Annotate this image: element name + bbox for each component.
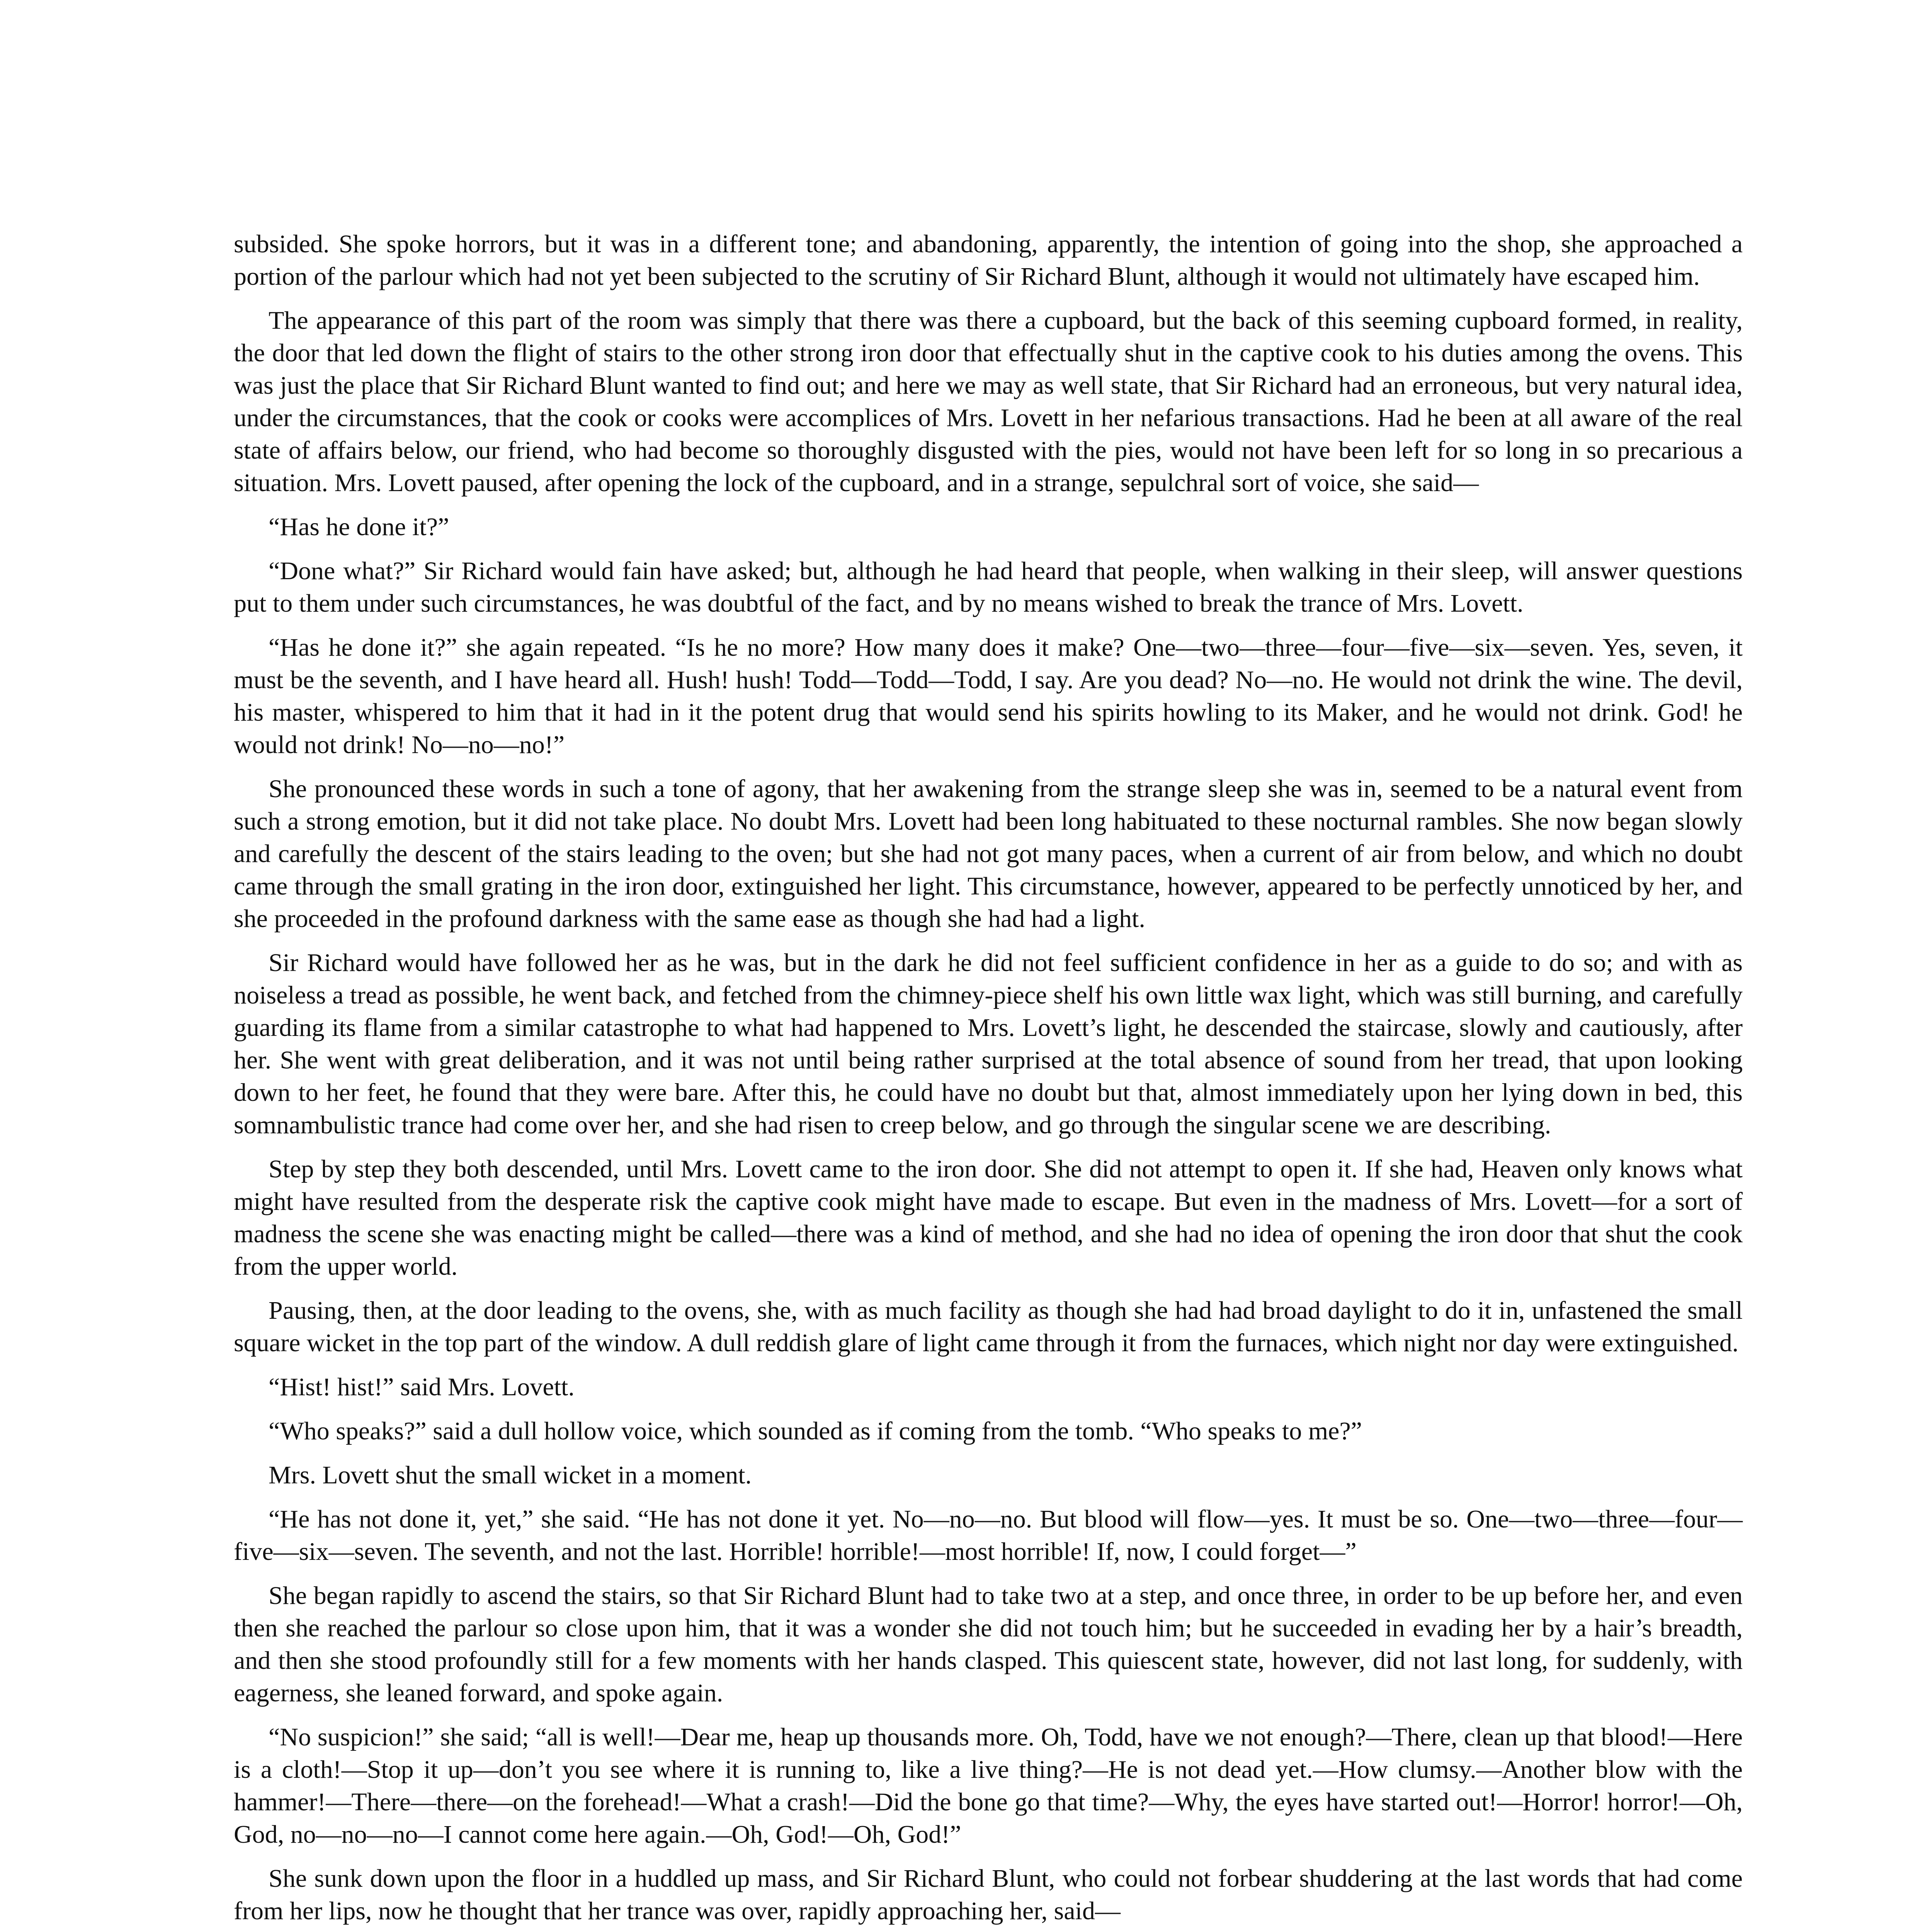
paragraph: She sunk down upon the floor in a huddled up mass, and Sir Richard Blunt, who could not forbear shuddering at the last words that had come from her lips, now he thought that her trance was over, rapidly approaching her, said— bbox=[234, 1864, 1743, 1925]
paragraph: “Has he done it?” she again repeated. “Is he no more? How many does it make? One—two—three—four—five—six—seven. Yes, seven, it must be the seventh, and I have heard all. Hush! hush! Todd—Todd—Todd, I say. Are you dead? No—no. He would not drink the wine. The devil, his master, whispered to him that it had in it the potent drug that would send his spirits howling to its Maker, and he would not drink. God! he would not drink! No—no—no!” bbox=[234, 633, 1743, 759]
paragraph: Sir Richard would have followed her as he was, but in the dark he did not feel sufficient confidence in her as a guide to do so; and with as noiseless a tread as possible, he went back, and fetched from the chimney-piece shelf his own little wax light, which was still burning, and carefully guarding its flame from a similar catastrophe to what had happened to Mrs. Lovett’s light, he descended the staircase, slowly and cautiously, after her. She went with great deliberation, and it was not until being rather surprised at the total absence of sound from her tread, that upon looking down to her feet, he found that they were bare. After this, he could have no doubt but that, almost immediately upon her lying down in bed, this somnambulistic trance had come over her, and she had risen to creep below, and go through the singular scene we are describing. bbox=[234, 949, 1743, 1139]
paragraph: “Has he done it?” bbox=[269, 513, 449, 541]
paragraph: “He has not done it, yet,” she said. “He has not done it yet. No—no—no. But blood will flow—yes. It must be so. One—two—three—four—five—six—seven. The seventh, and not the last. Horrible! horrible!—most horrible! If, now, I could forget—” bbox=[234, 1505, 1743, 1566]
page-body bbox=[234, 228, 1743, 1932]
paragraph: The appearance of this part of the room was simply that there was there a cupboard, but the back of this seeming cupboard formed, in reality, the door that led down the flight of stairs to the other strong iron door that effectually shut in the captive cook to his duties among the ovens. This was just the place that Sir Richard Blunt wanted to find out; and here we may as well state, that Sir Richard had an erroneous, but very natural idea, under the circumstances, that the cook or cooks were accomplices of Mrs. Lovett in her nefarious transactions. Had he been at all aware of the real state of affairs below, our friend, who had become so thoroughly disgusted with the pies, would not have been left for so long in so precarious a situation. Mrs. Lovett paused, after opening the lock of the cupboard, and in a strange, sepulchral sort of voice, she said— bbox=[234, 306, 1743, 497]
paragraph: Step by step they both descended, until Mrs. Lovett came to the iron door. She did not attempt to open it. If she had, Heaven only knows what might have resulted from the desperate risk the captive cook might have made to escape. But even in the madness of Mrs. Lovett—for a sort of madness the scene she was enacting might be called—there was a kind of method, and she had no idea of opening the iron door that shut the cook from the upper world. bbox=[234, 1155, 1743, 1281]
paragraph: subsided. She spoke horrors, but it was in a different tone; and abandoning, apparently, the intention of going into the shop, she approached a portion of the parlour which had not yet been subjected to the scrutiny of Sir Richard Blunt, although it would not ultimately have escaped him. bbox=[234, 230, 1743, 291]
paragraph: “No suspicion!” she said; “all is well!—Dear me, heap up thousands more. Oh, Todd, have we not enough?—There, clean up that blood!—Here is a cloth!—Stop it up—don’t you see where it is running to, like a live thing?—He is not dead yet.—How clumsy.—Another blow with the hammer!—There—there—on the forehead!—What a crash!—Did the bone go that time?—Why, the eyes have started out!—Horror! horror!—Oh, God, no—no—no—I cannot come here again.—Oh, God!—Oh, God!” bbox=[234, 1723, 1743, 1849]
paragraph: “Who speaks?” said a dull hollow voice, which sounded as if coming from the tomb. “Who speaks to me?” bbox=[269, 1417, 1362, 1445]
paragraph: “Done what?” Sir Richard would fain have asked; but, although he had heard that people, when walking in their sleep, will answer questions put to them under such circumstances, he was doubtful of the fact, and by no means wished to break the trance of Mrs. Lovett. bbox=[234, 557, 1743, 617]
paragraph: She began rapidly to ascend the stairs, so that Sir Richard Blunt had to take two at a step, and once three, in order to be up before her, and even then she reached the parlour so close upon him, that it was a wonder she did not touch him; but he succeeded in evading her by a hair’s breadth, and then she stood profoundly still for a few moments with her hands clasped. This quiescent state, however, did not last long, for suddenly, with eagerness, she leaned forward, and spoke again. bbox=[234, 1582, 1743, 1707]
paragraph: Mrs. Lovett shut the small wicket in a moment. bbox=[269, 1461, 752, 1489]
paragraph: She pronounced these words in such a tone of agony, that her awakening from the strange sleep she was in, seemed to be a natural event from such a strong emotion, but it did not take place. No doubt Mrs. Lovett had been long habituated to these nocturnal rambles. She now began slowly and carefully the descent of the stairs leading to the oven; but she had not got many paces, when a current of air from below, and which no doubt came through the small grating in the iron door, extinguished her light. This circumstance, however, appeared to be perfectly unnoticed by her, and she proceeded in the profound darkness with the same ease as though she had had a light. bbox=[234, 775, 1743, 933]
paragraph: Pausing, then, at the door leading to the ovens, she, with as much facility as though she had had broad daylight to do it in, unfastened the small square wicket in the top part of the window. A dull reddish glare of light came through it from the furnaces, which night nor day were extinguished. bbox=[234, 1296, 1743, 1357]
paragraph: “Hist! hist!” said Mrs. Lovett. bbox=[269, 1373, 575, 1401]
